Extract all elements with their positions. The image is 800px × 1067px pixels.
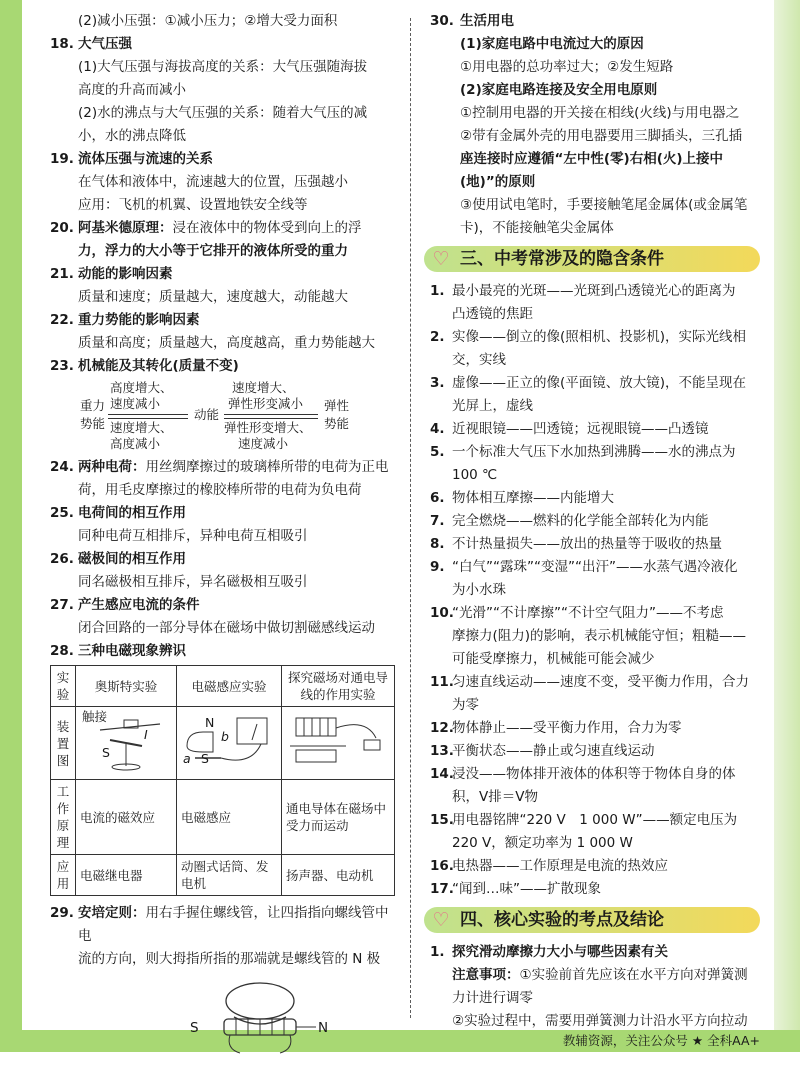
- right-hand-rule-figure: S N: [190, 977, 330, 1059]
- solenoid-hand-icon: [190, 977, 330, 1059]
- item-27: 27. 产生感应电流的条件: [50, 597, 200, 613]
- item-18: 18. 大气压强: [50, 36, 132, 52]
- energy-conversion-diagram: 重力 势能 高度增大、 速度减小 速度增大、 高度减小 动能 速度增大、 弹性形变减小 弹性形变增大、 速度减小 弹性 势能: [80, 380, 350, 451]
- item-26: 26. 磁极间的相互作用: [50, 551, 186, 567]
- list-item: 12. 物体静止——受平衡力作用，合力为零: [430, 720, 682, 736]
- arrow-left-2: [224, 418, 318, 419]
- experiment-1: 1. 探究滑动摩擦力大小与哪些因素有关: [430, 944, 668, 960]
- item-25: 25. 电荷间的相互作用: [50, 505, 186, 521]
- list-item: 15. 用电器铭牌“220 V 1 000 W”——额定电压为 220 V，额定功率为 1 000 W: [430, 812, 738, 851]
- arrow-right-2: [224, 414, 318, 415]
- item-22: 22. 重力势能的影响因素: [50, 312, 200, 328]
- motor-apparatus-icon: [286, 710, 390, 772]
- item-20: 20. 阿基米德原理：浸在液体中的物体受到向上的浮: [50, 220, 362, 236]
- heart-icon: ♡: [432, 909, 450, 931]
- table-row: 应用 电磁继电器 动圈式话筒、发电机 扬声器、电动机: [51, 855, 395, 896]
- hidden-conditions-list: [430, 280, 760, 901]
- right-column: 30. 生活用电 (1)家庭电路中电流过大的原因 ①用电器的总功率过大；②发生短路 (2)家庭电路连接及安全用电原则 ①控制用电器的开关接在相线(火线)与用电器之 ②带有金属外壳的用电器要用三脚插头，三孔插 座连接时应遵循“左中性(零)右相(火)上接中 (地)”的原则 ③使用试电笔时，手要接触笔尾金属体(或金属笔 卡)，不能接触笔尖金属体 ♡ 三、中考常涉及的隐含条件 1. 最小最亮的光斑——光斑到凸透镜光心的距离为 凸透镜的焦距 2. 实像——倒立的像(照相机、投影机)，实际光线相 交，实线 3. 虚像——正立的像(平面镜、放大镜)，不能呈现在 光屏上，虚线 4. 近视眼镜——凹透镜；远视眼镜——凸透镜 5. 一个标准大气压下水加热到沸腾——水的沸点为 100 ℃ 6. 物体相互摩擦——内能增大 7. 完全燃烧——燃料的化学能全部转化为内能 8. 不计热量损失——放出的热量等于吸收的热量 9. “白气”“露珠”“变湿”“出汗”——水蒸气遇冷液化 为小水珠 10. “光滑”“不计摩擦”“不计空气阻力”——不考虑 摩擦力(阻力)的影响，表示机械能守恒；粗糙—— 可能受摩擦力，机械能可能会减少 11. 匀速直线运动——速度不变，受平衡力作用，合力为零 12. 物体静止——受平衡力作用，合力为零 13. 平衡状态——静止或匀速直线运动 14. 浸没——物体排开液体的体积等于物体自身的体 积，V排＝V物 15. 用电器铭牌“220 V 1 000 W”——额定电压为 220 V，额定功率为 1 000 W 16. 电热器——工作原理是电流的热效应 17. “闻到…味”——扩散现象 ♡ 四、核心实验的考点及结论 1. 探究滑动摩擦力大小与哪些因素有关 注意事项：①实验前首先应该在水平方向对弹簧测 力计进行调零 ②实验过程中，需要用弹簧测力计沿水平方向拉动: [430, 10, 760, 1033]
- list-item: 5. 一个标准大气压下水加热到沸腾——水的沸点为 100 ℃: [430, 444, 736, 483]
- oersted-figure: 触接 I S: [76, 707, 177, 780]
- list-item: 14. 浸没——物体排开液体的体积等于物体自身的体 积，V排＝V物: [430, 766, 736, 805]
- column-divider: [410, 18, 411, 1018]
- page-edge-right: [774, 0, 800, 1052]
- list-item: 9. “白气”“露珠”“变湿”“出汗”——水蒸气遇冷液化 为小水珠: [430, 559, 738, 598]
- list-item: 2. 实像——倒立的像(照相机、投影机)，实际光线相 交，实线: [430, 329, 747, 368]
- left-column: (2)减小压强：①减小压力；②增大受力面积 18. 大气压强 (1)大气压强与海拔高度的关系：大气压强随海拔 高度的升高而减小 (2)水的沸点与大气压强的关系：随着大气压的减 小，水的沸点降低 19. 流体压强与流速的关系 在气体和液体中，流速越大的位置，压强越小 应用：飞机的机翼、设置地铁安全线等 20. 阿基米德原理：浸在液体中的物体受到向上的浮 力，浮力的大小等于它排开的液体所受的重力 21. 动能的影响因素 质量和速度；质量越大，速度越大，动能越大 22. 重力势能的影响因素 质量和高度；质量越大，高度越高，重力势能越大 23. 机械能及其转化(质量不变) 重力 势能 高度增大、 速度减小 速度增大、 高度减小 动能 速度增大、 弹性形变减小 弹性形变增大、 速度减小 弹性 势能 24. 两种电荷：用丝绸摩擦过的玻璃棒所带的电荷为正电 荷，用毛皮摩擦过的橡胶棒所带的电荷为负电荷 25. 电荷间的相互作用 同种电荷互相排斥，异种电荷互相吸引 26. 磁极间的相互作用 同名磁极相互排斥，异名磁极相互吸引 27. 产生感应电流的条件 闭合回路的一部分导体在磁场中做切割磁感线运动 28. 三种电磁现象辨识 实验 奥斯特实验 电磁感应实验 探究磁场对通电导线的作用实验 装置图 触接 I S N b a S 工作原理 电流的磁效应 电磁感应 通电导体在磁场中受力而运动 应用 电磁继电器 动圈式话筒、发电机 扬声器、电动机 29. 安培定则：用右手握住螺线管，让四指指向螺线管中电 流的方向，则大拇指所指的那端就是螺线管的 N 极 S N: [50, 10, 395, 1059]
- list-item: 1. 最小最亮的光斑——光斑到凸透镜光心的距离为 凸透镜的焦距: [430, 283, 736, 322]
- motor-effect-figure: [282, 707, 395, 780]
- item-23: 23. 机械能及其转化(质量不变): [50, 358, 239, 374]
- list-item: 8. 不计热量损失——放出的热量等于吸收的热量: [430, 536, 722, 552]
- page-edge-left: [0, 0, 22, 1052]
- table-row: 实验 奥斯特实验 电磁感应实验 探究磁场对通电导线的作用实验: [51, 666, 395, 707]
- item-29: 29. 安培定则：用右手握住螺线管，让四指指向螺线管中电: [50, 905, 389, 944]
- arrow-right: [108, 414, 188, 415]
- list-item: 13. 平衡状态——静止或匀速直线运动: [430, 743, 655, 759]
- section-banner-hidden-conditions: ♡ 三、中考常涉及的隐含条件: [424, 246, 760, 272]
- item-19: 19. 流体压强与流速的关系: [50, 151, 213, 167]
- list-item: 6. 物体相互摩擦——内能增大: [430, 490, 614, 506]
- list-item: 4. 近视眼镜——凹透镜；远视眼镜——凸透镜: [430, 421, 709, 437]
- induction-figure: N b a S: [177, 707, 282, 780]
- heart-icon: ♡: [432, 248, 450, 270]
- section-banner-core-experiments: ♡ 四、核心实验的考点及结论: [424, 907, 760, 933]
- item-21: 21. 动能的影响因素: [50, 266, 173, 282]
- list-item: 11. 匀速直线运动——速度不变，受平衡力作用，合力为零: [430, 674, 749, 713]
- list-item: 3. 虚像——正立的像(平面镜、放大镜)，不能呈现在 光屏上，虚线: [430, 375, 747, 414]
- footer-note: 教辅资源，关注公众号 ★ 全科AA+: [562, 1033, 760, 1048]
- item-30: 30. 生活用电: [430, 13, 514, 29]
- list-item: 10. “光滑”“不计摩擦”“不计空气阻力”——不考虑 摩擦力(阻力)的影响，表示机械能守恒；粗糙—— 可能受摩擦力，机械能可能会减少: [430, 605, 747, 667]
- list-item: 16. 电热器——工作原理是电流的热效应: [430, 858, 668, 874]
- arrow-left: [108, 418, 188, 419]
- item-28: 28. 三种电磁现象辨识: [50, 643, 186, 659]
- list-item: 17. “闻到…味”——扩散现象: [430, 881, 601, 897]
- electromagnetic-phenomena-table: [50, 665, 395, 896]
- intro-line: (2)减小压强：①减小压力；②增大受力面积: [78, 13, 338, 29]
- induction-apparatus-icon: [181, 710, 277, 772]
- list-item: 7. 完全燃烧——燃料的化学能全部转化为内能: [430, 513, 709, 529]
- table-row: 工作原理 电流的磁效应 电磁感应 通电导体在磁场中受力而运动: [51, 780, 395, 855]
- table-row: 装置图 触接 I S N b a S: [51, 707, 395, 780]
- item-24: 24. 两种电荷：用丝绸摩擦过的玻璃棒所带的电荷为正电: [50, 459, 389, 475]
